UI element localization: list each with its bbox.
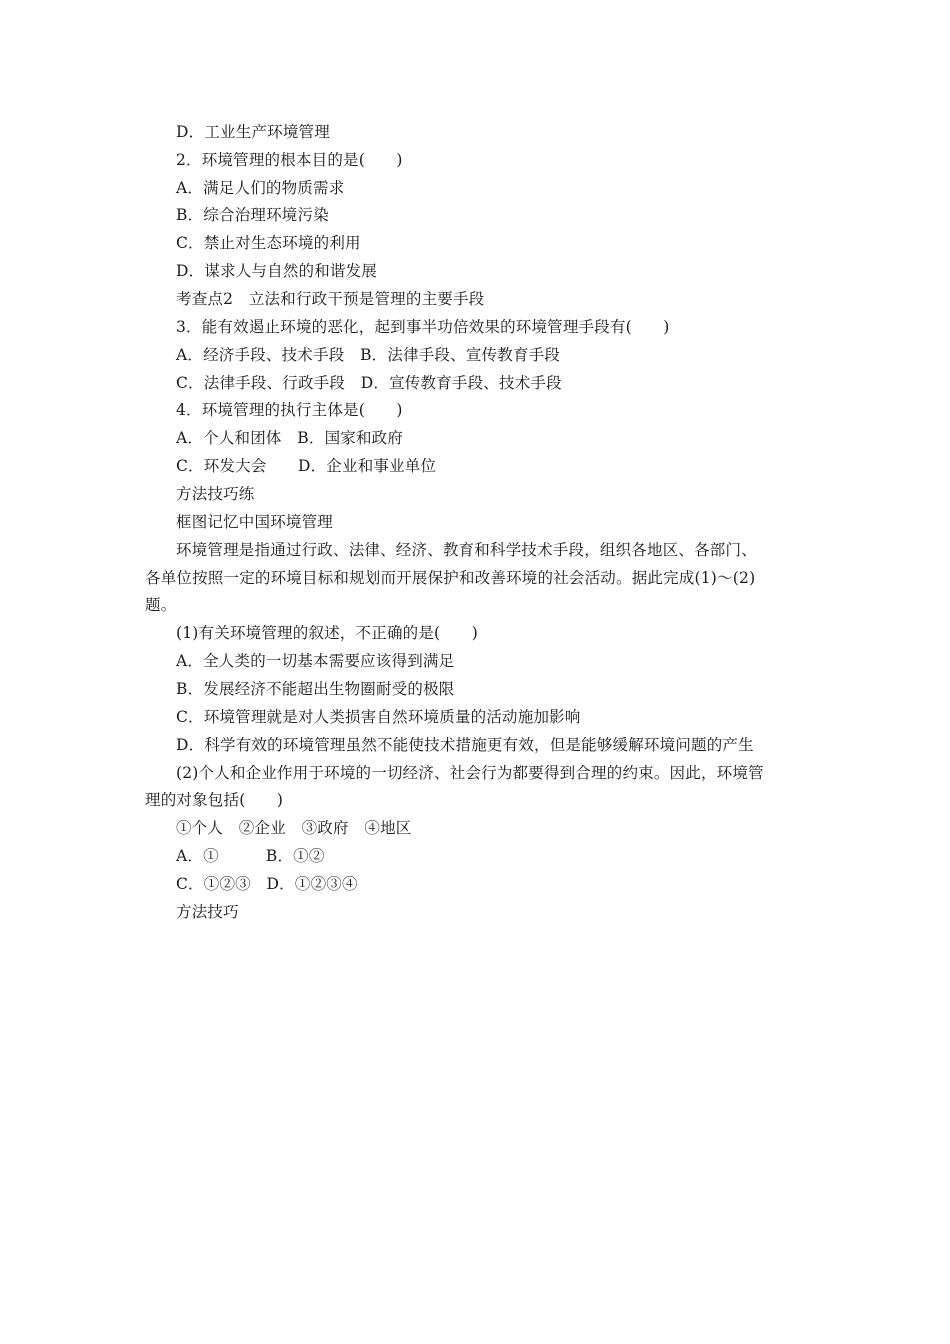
question-3: 3．能有效遏止环境的恶化，起到事半功倍效果的环境管理手段有( ) (176, 318, 670, 336)
q2-option-b: B．综合治理环境污染 (176, 206, 329, 224)
sq2-items: ①个人 ②企业 ③政府 ④地区 (176, 819, 412, 837)
q2-option-a: A．满足人们的物质需求 (176, 179, 345, 197)
sq2-options-cd: C．①②③ D．①②③④ (176, 875, 358, 893)
subheading-framework-memory: 框图记忆中国环境管理 (176, 513, 334, 531)
passage-line-2: 各单位按照一定的环境目标和规划而开展保护和改善环境的社会活动。据此完成(1)～(2) (145, 569, 756, 587)
q3-options-ab: A．经济手段、技术手段 B．法律手段、宣传教育手段 (176, 346, 561, 364)
q2-option-c: C．禁止对生态环境的利用 (176, 234, 361, 252)
q2-option-d: D．谋求人与自然的和谐发展 (176, 262, 378, 280)
sq1-option-b: B．发展经济不能超出生物圈耐受的极限 (176, 680, 455, 698)
section-heading-point-2: 考查点2 立法和行政干预是管理的主要手段 (176, 290, 485, 308)
subquestion-2-line-1: (2)个人和企业作用于环境的一切经济、社会行为都要得到合理的约束。因此，环境管 (176, 764, 764, 782)
sq1-option-d: D．科学有效的环境管理虽然不能使技术措施更有效，但是能够缓解环境问题的产生 (176, 736, 754, 754)
section-heading-method-practice: 方法技巧练 (176, 485, 255, 503)
section-heading-method-tips: 方法技巧 (176, 903, 239, 921)
question-4: 4．环境管理的执行主体是( ) (176, 401, 403, 419)
option-d-industrial: D．工业生产环境管理 (176, 123, 330, 141)
sq1-option-c: C．环境管理就是对人类损害自然环境质量的活动施加影响 (176, 708, 581, 726)
passage-line-3: 题。 (145, 596, 177, 614)
subquestion-1: (1)有关环境管理的叙述，不正确的是( ) (176, 624, 478, 642)
question-2: 2．环境管理的根本目的是( ) (176, 151, 403, 169)
q3-options-cd: C．法律手段、行政手段 D．宣传教育手段、技术手段 (176, 374, 562, 392)
sq2-options-ab: A．① B．①② (176, 847, 325, 865)
q4-options-ab: A．个人和团体 B．国家和政府 (176, 429, 404, 447)
sq1-option-a: A．全人类的一切基本需要应该得到满足 (176, 652, 455, 670)
subquestion-2-line-2: 理的对象包括( ) (145, 791, 284, 809)
passage-line-1: 环境管理是指通过行政、法律、经济、教育和科学技术手段，组织各地区、各部门、 (176, 541, 757, 559)
q4-options-cd: C．环发大会 D．企业和事业单位 (176, 457, 437, 475)
